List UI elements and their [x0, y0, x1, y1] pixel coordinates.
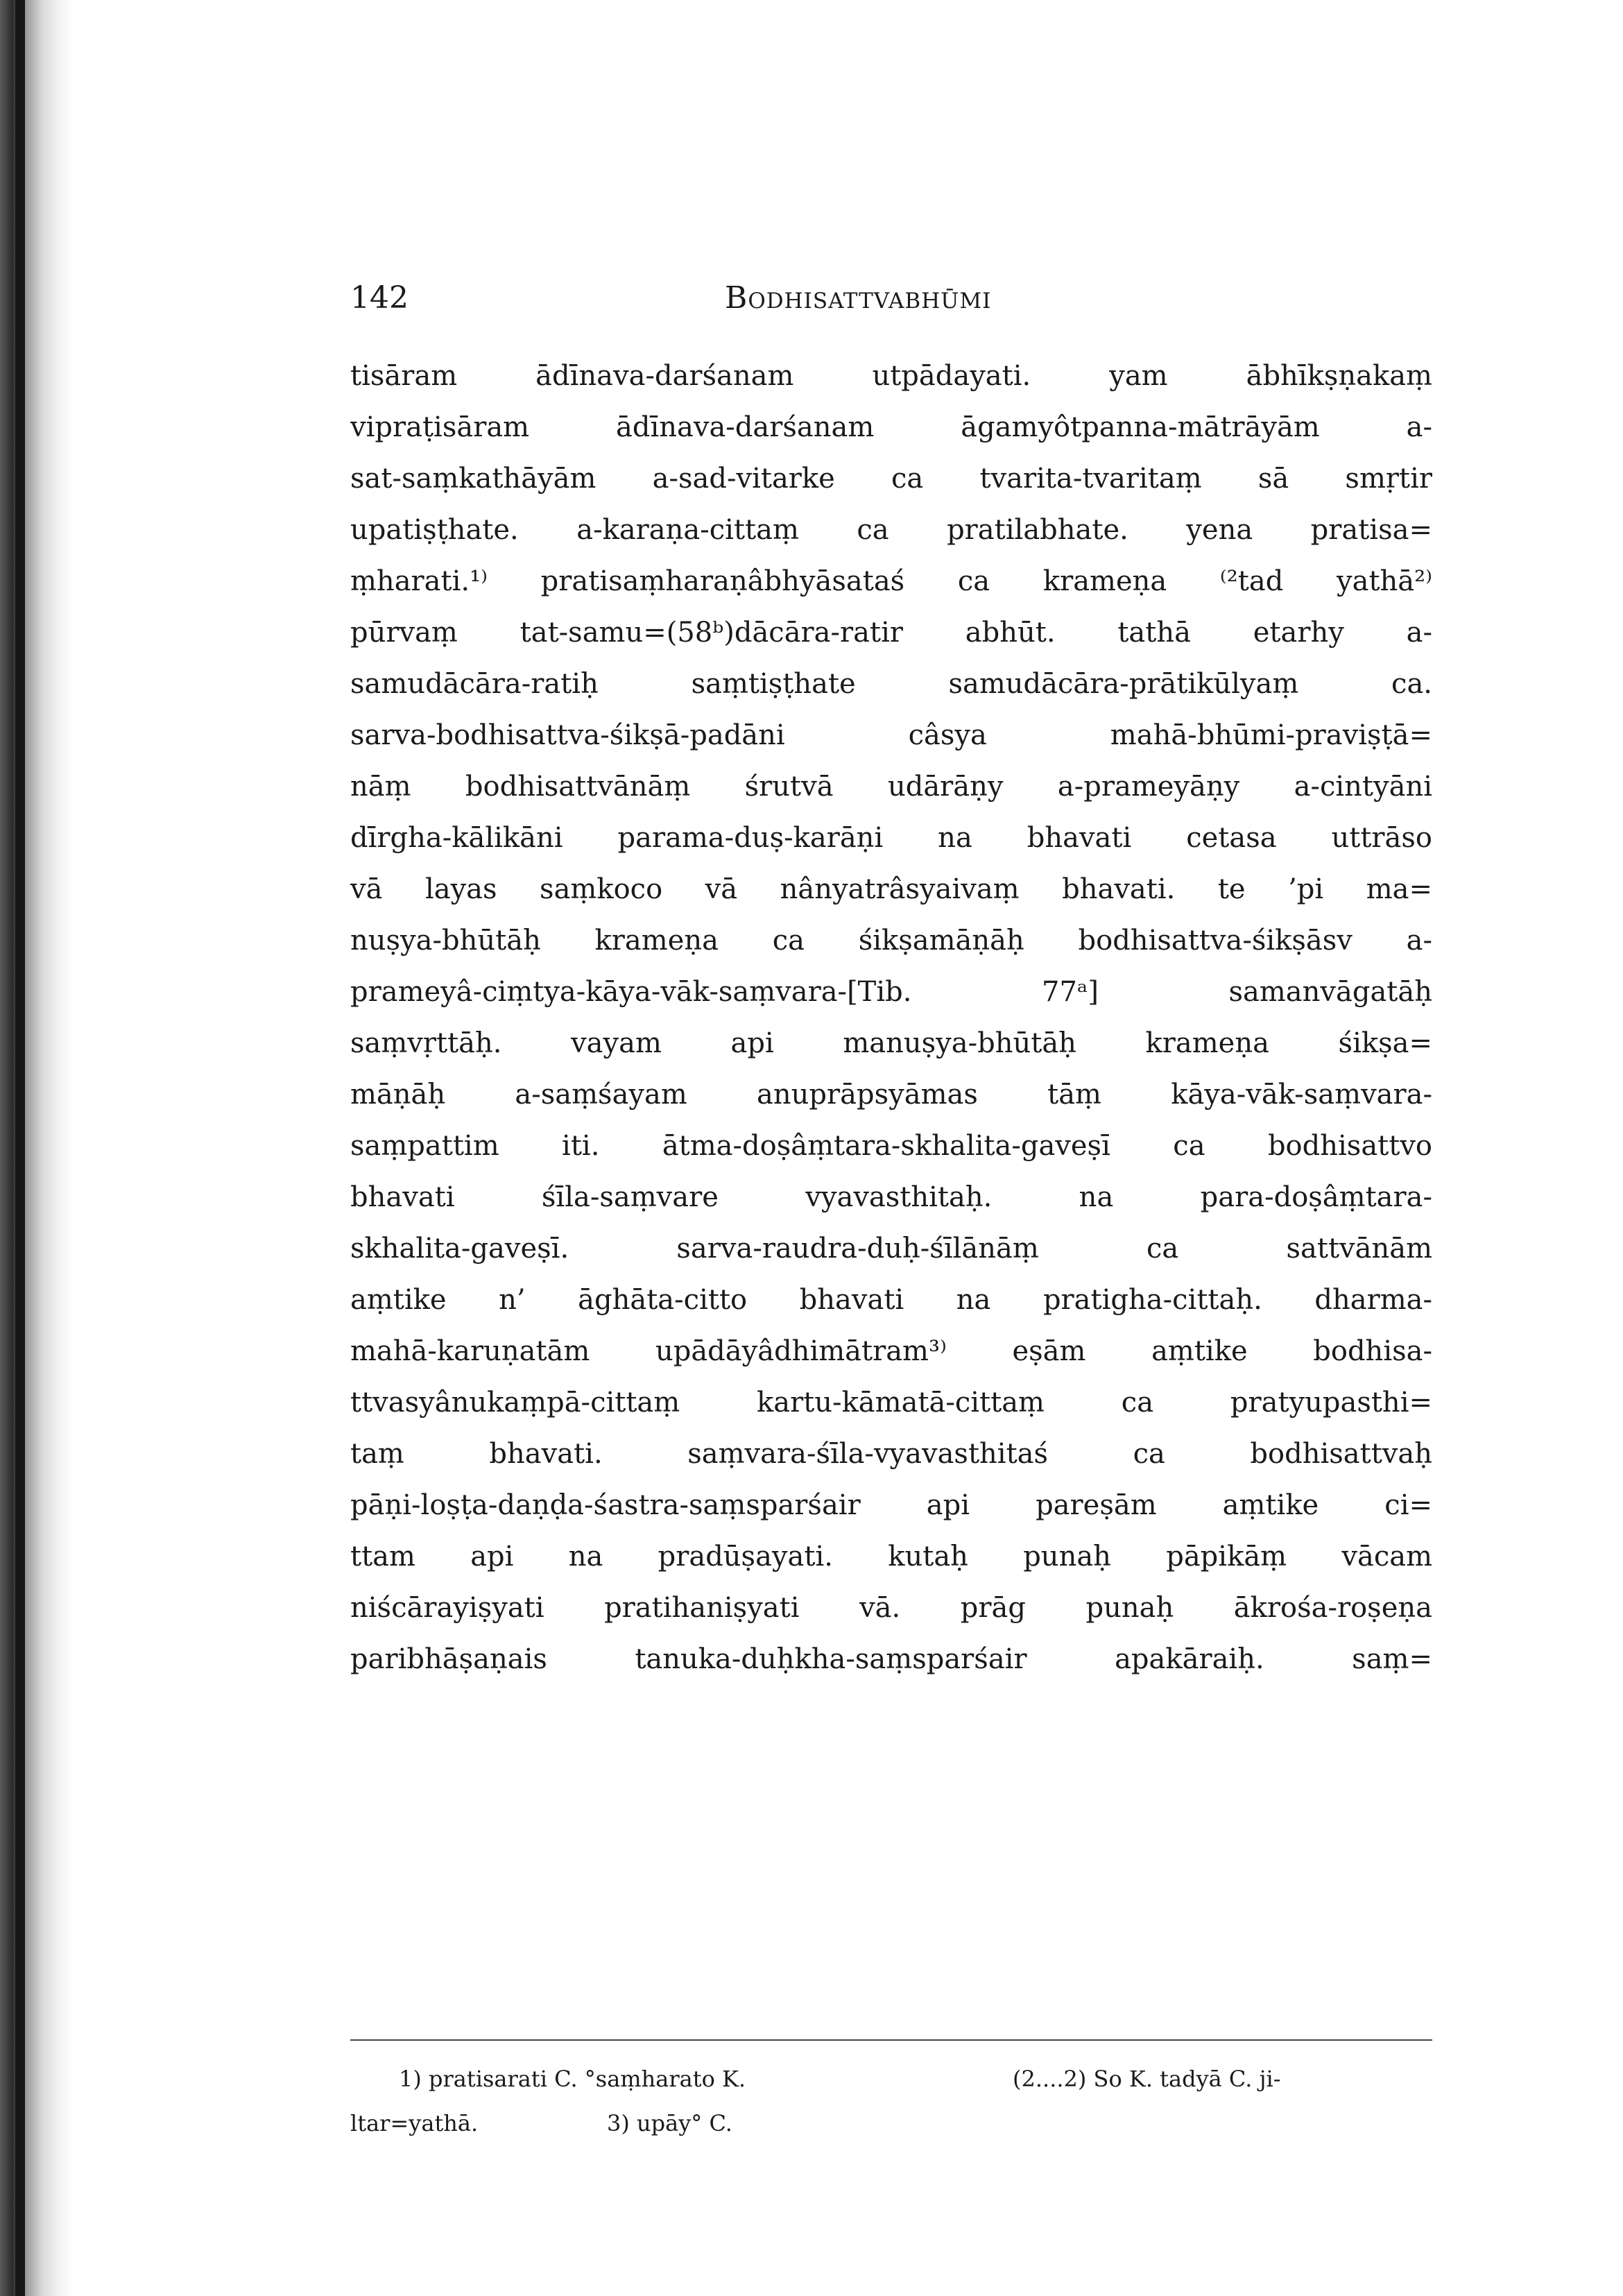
body-text: [350, 350, 1432, 1685]
text-line: dīrgha-kālikāni parama-duṣ-karāṇi na bhavati cetasa uttrāso: [350, 822, 1432, 854]
footnote-2: (2....2) So K. tadyā C. ji-: [1013, 2066, 1281, 2092]
text-line: pāṇi-loṣṭa-daṇḍa-śastra-saṃsparśair api pareṣām aṃtike ci=: [350, 1489, 1432, 1521]
footnote-3: 3) upāy° C.: [607, 2110, 732, 2136]
text-line: niścārayiṣyati pratihaniṣyati vā. prāg punaḥ ākrośa-roṣeṇa: [350, 1592, 1432, 1624]
text-line: saṃpattim iti. ātma-doṣâṃtara-skhalita-gaveṣī ca bodhisattvo: [350, 1130, 1432, 1162]
text-line: pūrvaṃ tat-samu=(58ᵇ)dācāra-ratir abhūt. tathā etarhy a-: [350, 617, 1432, 649]
footnote-1: 1) pratisarati C. °saṃharato K.: [399, 2066, 746, 2092]
text-line: nuṣya-bhūtāḥ krameṇa ca śikṣamāṇāḥ bodhisattva-śikṣāsv a-: [350, 925, 1432, 957]
text-line: prameyâ-ciṃtya-kāya-vāk-saṃvara-[Tib. 77ᵃ] samanvāgatāḥ: [350, 976, 1432, 1008]
text-line: sat-saṃkathāyām a-sad-vitarke ca tvarita-tvaritaṃ sā smṛtir: [350, 463, 1432, 495]
text-line: aṃtike n’ āghāta-citto bhavati na pratigha-cittaḥ. dharma-: [350, 1284, 1432, 1316]
text-line: vipraṭisāram ādīnava-darśanam āgamyôtpanna-mātrāyām a-: [350, 411, 1432, 443]
footnote-2-continuation: ltar=yathā.: [350, 2110, 479, 2136]
footnote-line: [350, 2101, 1432, 2145]
footnote-rule: [350, 2039, 1432, 2041]
running-head: [350, 274, 1432, 323]
text-line: samudācāra-ratiḥ saṃtiṣṭhate samudācāra-prātikūlyaṃ ca.: [350, 668, 1432, 700]
text-line: ṃharati.¹⁾ pratisaṃharaṇâbhyāsataś ca krameṇa ⁽²tad yathā²⁾: [350, 565, 1432, 597]
scan-edge: [0, 0, 73, 2296]
text-line: bhavati śīla-saṃvare vyavasthitaḥ. na para-doṣâṃtara-: [350, 1181, 1432, 1213]
running-title: Bodhisattvabhūmi: [725, 280, 992, 316]
text-line: ttam api na pradūṣayati. kutaḥ punaḥ pāpikāṃ vācam: [350, 1541, 1432, 1573]
text-line: upatiṣṭhate. a-karaṇa-cittaṃ ca pratilabhate. yena pratisa=: [350, 514, 1432, 546]
text-line: nāṃ bodhisattvānāṃ śrutvā udārāṇy a-prameyāṇy a-cintyāni: [350, 771, 1432, 803]
footnote-line: [350, 2057, 1432, 2101]
text-line: tisāram ādīnava-darśanam utpādayati. yam ābhīkṣṇakaṃ: [350, 360, 1432, 392]
text-line: paribhāṣaṇais tanuka-duḥkha-saṃsparśair apakāraiḥ. saṃ=: [350, 1643, 1432, 1675]
text-line: taṃ bhavati. saṃvara-śīla-vyavasthitaś ca bodhisattvaḥ: [350, 1438, 1432, 1470]
book-page: [350, 274, 1432, 2136]
text-line: ttvasyânukaṃpā-cittaṃ kartu-kāmatā-cittaṃ ca pratyupasthi=: [350, 1387, 1432, 1419]
text-line: sarva-bodhisattva-śikṣā-padāni câsya mahā-bhūmi-praviṣṭā=: [350, 719, 1432, 751]
text-line: skhalita-gaveṣī. sarva-raudra-duḥ-śīlānāṃ ca sattvānām: [350, 1233, 1432, 1265]
text-line: vā layas saṃkoco vā nânyatrâsyaivaṃ bhavati. te ’pi ma=: [350, 873, 1432, 905]
scan-edge-line: [15, 0, 25, 2296]
footnotes: [350, 2057, 1432, 2145]
page-number: 142: [350, 280, 409, 316]
text-line: mahā-karuṇatām upādāyâdhimātram³⁾ eṣām aṃtike bodhisa-: [350, 1335, 1432, 1367]
text-line: māṇāḥ a-saṃśayam anuprāpsyāmas tāṃ kāya-vāk-saṃvara-: [350, 1079, 1432, 1111]
text-line: saṃvṛttāḥ. vayam api manuṣya-bhūtāḥ krameṇa śikṣa=: [350, 1027, 1432, 1059]
